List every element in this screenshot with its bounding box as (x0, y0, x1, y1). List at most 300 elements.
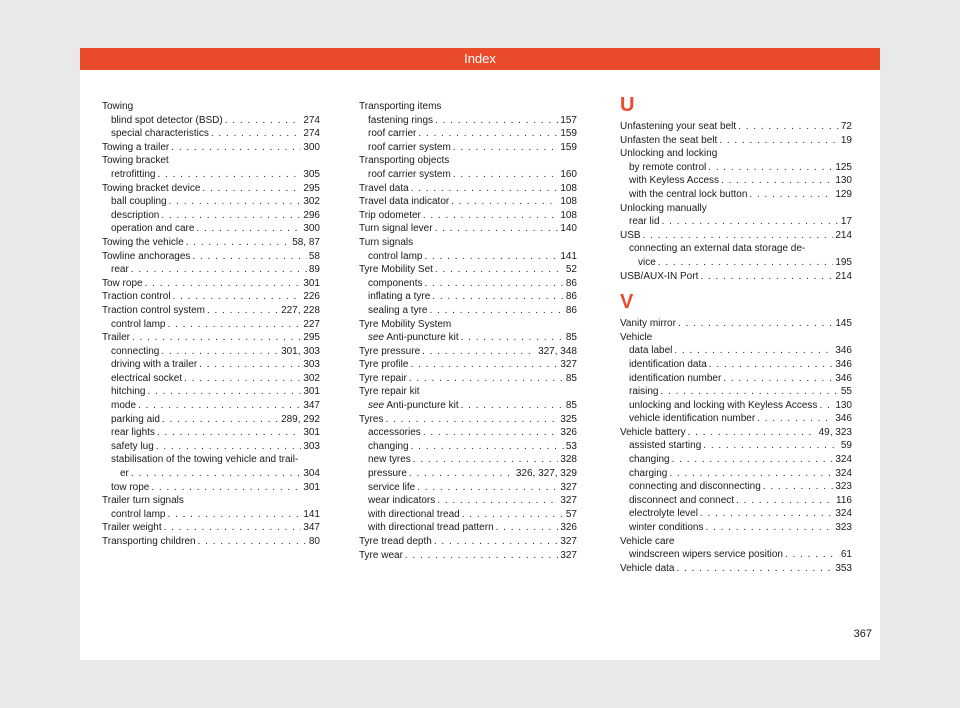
index-entry-term (368, 399, 459, 413)
index-entry-page[interactable]: 214 (835, 229, 852, 241)
index-entry[interactable] (359, 508, 577, 522)
index-entry-term: safety lug (111, 440, 154, 452)
dot-leader (432, 290, 564, 304)
index-entry[interactable] (359, 182, 577, 196)
index-entry-page[interactable]: 49, 323 (818, 426, 852, 438)
index-entry[interactable] (620, 174, 852, 188)
index-entry-term: Unfastening your seat belt (620, 121, 737, 132)
dot-leader (678, 317, 833, 331)
dot-leader (643, 229, 834, 243)
dot-leader (423, 426, 559, 440)
index-entry[interactable] (359, 127, 577, 141)
dot-leader (705, 521, 833, 535)
index-entry[interactable] (620, 215, 852, 229)
index-entry-term: rear lid (629, 216, 660, 228)
dot-leader (669, 467, 833, 481)
index-entry-term: sealing a tyre (368, 304, 428, 316)
index-entry-page[interactable]: 324 (835, 454, 852, 466)
index-entry-term: windscreen wipers service position (629, 549, 783, 561)
index-entry-term: parking aid (111, 413, 160, 425)
dot-leader (157, 168, 301, 182)
index-entry-page[interactable]: 159 (560, 141, 577, 153)
index-entry-page[interactable]: 326 (560, 427, 577, 439)
index-entry-term: Tyre wear (359, 549, 403, 561)
index-entry[interactable] (620, 399, 852, 413)
index-heading-entry: Turn signals (359, 236, 414, 248)
index-entry-term: vehicle identification number (629, 413, 756, 425)
dot-leader (719, 134, 839, 148)
index-entry-term: Tow rope (102, 277, 143, 289)
see-reference: see (368, 400, 385, 412)
index-entry-page[interactable]: 301 (303, 277, 320, 289)
index-entry-page[interactable]: 301 (303, 481, 320, 493)
index-entry-page[interactable]: 108 (560, 209, 577, 221)
index-entry[interactable] (359, 141, 577, 155)
index-entry-page[interactable]: 19 (840, 134, 852, 146)
index-entry-term: Tyre Mobility Set (359, 264, 433, 276)
index-entry-page[interactable]: 300 (303, 141, 320, 153)
dot-leader (461, 331, 564, 345)
index-entry-term: new tyres (368, 454, 411, 466)
index-entry[interactable] (102, 290, 320, 304)
index-entry[interactable] (102, 467, 320, 481)
dot-leader (688, 426, 817, 440)
index-entry[interactable] (359, 440, 577, 454)
index-entry[interactable] (359, 467, 577, 481)
index-entry-page[interactable]: 327 (560, 549, 577, 561)
index-entry-page[interactable]: 327 (560, 359, 577, 371)
dot-leader (677, 562, 834, 576)
index-entry[interactable] (620, 521, 852, 535)
dot-leader (709, 358, 833, 372)
index-entry-page[interactable]: 141 (303, 508, 320, 520)
index-entry[interactable] (102, 236, 320, 250)
dot-leader (138, 399, 301, 413)
dot-leader (763, 480, 834, 494)
index-entry-term: connecting (111, 345, 160, 357)
index-entry-term: with directional tread (368, 508, 460, 520)
index-entry-page[interactable]: 347 (303, 522, 320, 534)
index-entry-page[interactable]: 325 (560, 413, 577, 425)
index-entry[interactable] (102, 399, 320, 413)
index-entry[interactable] (102, 141, 320, 155)
index-entry[interactable] (620, 494, 852, 508)
dot-leader (453, 141, 559, 155)
index-entry-term: driving with a trailer (111, 359, 198, 371)
dot-leader (451, 195, 558, 209)
index-entry[interactable] (102, 127, 320, 141)
index-entry-term: mode (111, 400, 137, 412)
index-entry-page[interactable]: 295 (303, 332, 320, 344)
index-entry[interactable] (359, 168, 577, 182)
index-entry[interactable] (620, 467, 852, 481)
index-entry[interactable] (102, 304, 320, 318)
index-entry-term: unlocking and locking with Keyless Access (629, 399, 818, 411)
index-entry[interactable] (620, 229, 852, 243)
index-entry-term: Towing a trailer (102, 141, 170, 153)
index-column-2 (359, 100, 577, 562)
index-entry-term-text: Anti-puncture kit (386, 332, 459, 344)
dot-leader (132, 331, 301, 345)
index-entry[interactable] (620, 161, 852, 175)
index-entry[interactable] (102, 385, 320, 399)
index-entry[interactable] (102, 277, 320, 291)
index-entry-page[interactable]: 302 (303, 196, 320, 208)
index-entry-term: Unfasten the seat belt (620, 134, 718, 146)
index-entry-term: rear (111, 264, 129, 276)
index-entry[interactable] (102, 222, 320, 236)
index-entry[interactable] (102, 426, 320, 440)
index-entry-page[interactable]: 327, 348 (538, 345, 577, 357)
index-entry-page[interactable]: 108 (560, 196, 577, 208)
index-entry-page[interactable]: 274 (303, 114, 320, 126)
index-entry[interactable] (102, 209, 320, 223)
dot-leader (437, 494, 558, 508)
index-entry-page[interactable]: 328 (560, 454, 577, 466)
index-entry-term: electrical socket (111, 372, 183, 384)
index-entry-page[interactable]: 227, 228 (281, 304, 320, 316)
index-entry-page[interactable]: 108 (560, 182, 577, 194)
index-entry[interactable] (620, 372, 852, 386)
index-entry[interactable] (359, 277, 577, 291)
index-entry-page[interactable]: 195 (835, 256, 852, 268)
index-entry-term: special characteristics (111, 128, 209, 140)
index-entry[interactable] (620, 188, 852, 202)
index-entry-term: blind spot detector (BSD) (111, 114, 223, 126)
index-entry-page[interactable]: 324 (835, 508, 852, 520)
index-entry-page[interactable]: 86 (565, 304, 577, 316)
dot-leader (186, 236, 290, 250)
index-entry-page[interactable]: 116 (836, 494, 852, 506)
index-entry-page[interactable]: 326, 327, 329 (515, 468, 577, 480)
index-entry[interactable] (102, 331, 320, 345)
index-letter-heading: V (620, 291, 634, 314)
index-page (80, 48, 880, 660)
index-entry[interactable] (359, 290, 577, 304)
index-entry-page[interactable]: 129 (835, 188, 852, 200)
index-entry[interactable] (102, 114, 320, 128)
dot-leader (700, 270, 833, 284)
index-entry[interactable] (359, 195, 577, 209)
index-entry-page[interactable]: 86 (565, 291, 577, 303)
index-entry-page[interactable]: 346 (835, 413, 852, 425)
index-entry-term: retrofitting (111, 168, 156, 180)
dot-leader (658, 256, 834, 270)
index-heading-entry: Vehicle care (620, 535, 675, 547)
index-entry-page[interactable]: 301 (303, 386, 320, 398)
dot-leader (424, 250, 558, 264)
dot-leader (736, 494, 834, 508)
index-entry[interactable] (620, 256, 852, 270)
index-entry-term: er (120, 468, 129, 480)
index-entry-page[interactable]: 17 (840, 216, 852, 228)
index-entry-term: service life (368, 481, 416, 493)
index-entry-term: disconnect and connect (629, 494, 735, 506)
index-entry[interactable] (620, 317, 852, 331)
index-entry-term: description (111, 209, 160, 221)
index-entry-page[interactable]: 59 (840, 440, 852, 452)
index-entry-term: Tyre tread depth (359, 536, 432, 547)
index-heading-entry: Transporting items (359, 101, 442, 112)
index-entry-term: tow rope (111, 481, 150, 493)
index-entry-page[interactable]: 295 (303, 182, 320, 194)
index-entry-page[interactable]: 304 (303, 468, 320, 480)
index-entry[interactable] (620, 439, 852, 453)
page-number: 367 (853, 628, 872, 640)
index-entry[interactable] (102, 535, 320, 549)
dot-leader (171, 141, 301, 155)
index-entry-page[interactable]: 140 (560, 223, 577, 235)
index-entry-page[interactable]: 57 (565, 508, 577, 520)
index-entry-term: control lamp (111, 508, 166, 520)
index-entry[interactable] (102, 440, 320, 454)
index-entry-page[interactable]: 346 (835, 345, 852, 357)
dot-leader (147, 385, 301, 399)
index-entry-page[interactable]: 53 (565, 440, 577, 452)
index-entry-page[interactable]: 301 (303, 427, 320, 439)
index-entry-term: rear lights (111, 427, 155, 439)
index-entry[interactable] (359, 358, 577, 372)
index-entry-term: control lamp (368, 250, 423, 262)
dot-leader (749, 188, 833, 202)
index-entry-term: changing (368, 440, 409, 452)
index-entry-term: Transporting children (102, 536, 196, 547)
dot-leader (672, 453, 834, 467)
index-entry-page[interactable]: 303 (303, 440, 320, 452)
dot-leader (196, 222, 301, 236)
index-column-1 (102, 100, 320, 549)
index-entry-term: Travel data (359, 182, 409, 194)
index-entry-term: operation and care (111, 223, 195, 235)
index-entry-page[interactable]: 85 (565, 332, 577, 344)
index-entry-page[interactable]: 289, 292 (281, 413, 320, 425)
index-entry[interactable] (102, 358, 320, 372)
index-entry-term: data label (629, 345, 673, 357)
dot-leader (721, 174, 833, 188)
index-entry[interactable] (102, 168, 320, 182)
index-entry-page[interactable]: 85 (565, 400, 577, 412)
index-entry[interactable] (359, 345, 577, 359)
index-entry-page[interactable]: 72 (840, 121, 852, 132)
index-entry-term: wear indicators (368, 495, 436, 507)
index-entry[interactable] (359, 222, 577, 236)
index-heading-entry: Transporting objects (359, 155, 450, 167)
dot-leader (173, 290, 302, 304)
index-entry-page[interactable]: 327 (560, 536, 577, 547)
index-entry-term: Tyre profile (359, 359, 409, 371)
index-entry[interactable] (620, 548, 852, 562)
index-entry[interactable] (102, 345, 320, 359)
dot-leader (462, 508, 564, 522)
index-entry-term: Trailer (102, 332, 130, 344)
dot-leader (723, 372, 833, 386)
dot-leader (435, 263, 564, 277)
dot-leader (410, 358, 558, 372)
index-entry-page[interactable]: 86 (565, 277, 577, 289)
index-entry-page[interactable]: 125 (835, 161, 852, 173)
index-entry[interactable] (359, 535, 577, 549)
index-entry-term: Traction control (102, 291, 171, 303)
index-entry[interactable] (620, 480, 852, 494)
index-entry[interactable] (620, 344, 852, 358)
index-entry-term: control lamp (111, 318, 166, 330)
index-entry-term-text: Anti-puncture kit (386, 400, 459, 412)
dot-leader (424, 277, 563, 291)
index-entry-term: accessories (368, 427, 421, 439)
index-entry[interactable] (620, 412, 852, 426)
dot-leader (660, 385, 838, 399)
index-entry[interactable] (620, 385, 852, 399)
index-entry[interactable] (620, 562, 852, 576)
index-entry[interactable] (359, 114, 577, 128)
index-entry[interactable] (359, 304, 577, 318)
index-letter-heading: U (620, 94, 635, 116)
index-entry-page[interactable]: 160 (560, 168, 577, 180)
dot-leader (156, 440, 302, 454)
index-entry[interactable] (359, 399, 577, 413)
index-entry[interactable] (359, 250, 577, 264)
index-entry-term: Traction control system (102, 304, 205, 316)
index-entry[interactable] (102, 195, 320, 209)
index-entry-term: changing (629, 454, 670, 466)
index-entry[interactable] (102, 318, 320, 332)
index-entry-page[interactable]: 323 (835, 522, 852, 534)
index-entry[interactable] (359, 209, 577, 223)
index-entry-page[interactable]: 303 (303, 359, 320, 371)
dot-leader (131, 467, 301, 481)
dot-leader (422, 345, 536, 359)
index-entry-term: USB (620, 229, 641, 241)
index-heading-entry: Tyre Mobility System (359, 318, 452, 330)
index-entry-term: vice (638, 256, 656, 268)
dot-leader (192, 250, 306, 264)
dot-leader (184, 372, 301, 386)
index-entry-page[interactable]: 323 (835, 481, 852, 493)
index-entry-page[interactable]: 157 (560, 114, 577, 126)
index-entry-page[interactable]: 145 (835, 318, 852, 330)
dot-leader (738, 120, 839, 134)
index-entry[interactable] (102, 521, 320, 535)
dot-leader (708, 161, 833, 175)
index-entry[interactable] (620, 453, 852, 467)
dot-leader (785, 548, 839, 562)
dot-leader (453, 168, 559, 182)
index-entry-page[interactable]: 52 (565, 264, 577, 276)
index-entry[interactable] (102, 508, 320, 522)
index-entry-page[interactable]: 80 (308, 536, 320, 547)
index-entry-page[interactable]: 226 (303, 291, 320, 303)
index-entry[interactable] (359, 521, 577, 535)
index-entry-page[interactable]: 347 (303, 400, 320, 412)
index-entry-page[interactable]: 346 (835, 358, 852, 370)
index-entry-page[interactable]: 300 (303, 223, 320, 235)
index-entry[interactable] (102, 413, 320, 427)
index-entry[interactable] (102, 263, 320, 277)
index-entry[interactable] (359, 453, 577, 467)
index-entry-page[interactable]: 346 (835, 372, 852, 384)
dot-leader (496, 521, 559, 535)
index-entry-page[interactable]: 89 (308, 264, 320, 276)
index-entry-page[interactable]: 353 (835, 562, 852, 574)
index-entry-page[interactable]: 274 (303, 128, 320, 140)
index-entry-term: Vanity mirror (620, 318, 676, 330)
dot-leader (434, 535, 558, 549)
index-entry[interactable] (102, 372, 320, 386)
index-entry[interactable] (620, 270, 852, 284)
index-heading-entry: Unlocking and locking (620, 148, 718, 160)
index-entry[interactable] (102, 182, 320, 196)
index-entry-page[interactable]: 130 (835, 175, 852, 187)
index-entry-term: Turn signal lever (359, 223, 433, 235)
index-entry-term: roof carrier system (368, 168, 451, 180)
index-entry-term: roof carrier system (368, 141, 451, 153)
index-entry-page[interactable]: 159 (560, 128, 577, 140)
index-entry-page[interactable]: 327 (560, 481, 577, 493)
index-entry-page[interactable]: 327 (560, 495, 577, 507)
index-entry[interactable] (620, 120, 852, 134)
index-heading-entry: stabilisation of the towing vehicle and trail- (111, 454, 299, 466)
index-entry[interactable] (102, 250, 320, 264)
index-entry-term: with directional tread pattern (368, 522, 494, 534)
index-entry[interactable] (359, 549, 577, 563)
index-entry-page[interactable]: 302 (303, 372, 320, 384)
index-entry[interactable] (359, 263, 577, 277)
index-entry-page[interactable]: 130 (835, 399, 852, 411)
dot-leader (131, 263, 307, 277)
index-entry-page[interactable]: 58, 87 (292, 236, 320, 248)
index-entry[interactable] (359, 413, 577, 427)
index-entry-page[interactable]: 326 (560, 522, 577, 534)
dot-leader (662, 215, 839, 229)
index-entry[interactable] (359, 426, 577, 440)
index-entry-page[interactable]: 214 (835, 270, 852, 282)
index-entry[interactable] (359, 494, 577, 508)
index-entry-page[interactable]: 305 (303, 168, 320, 180)
index-entry[interactable] (620, 507, 852, 521)
index-entry-page[interactable]: 227 (303, 318, 320, 330)
index-entry[interactable] (359, 372, 577, 386)
index-heading-entry: Towing bracket (102, 155, 169, 167)
index-entry-page[interactable]: 61 (840, 549, 852, 561)
index-entry-page[interactable]: 324 (835, 467, 852, 479)
index-entry[interactable] (359, 481, 577, 495)
index-entry-page[interactable]: 85 (565, 372, 577, 384)
dot-leader (413, 453, 559, 467)
index-entry-page[interactable]: 301, 303 (281, 345, 320, 357)
index-entry-term: electrolyte level (629, 508, 698, 520)
dot-leader (411, 440, 564, 454)
dot-leader (202, 182, 301, 196)
index-entry[interactable] (102, 481, 320, 495)
dot-leader (405, 549, 558, 563)
index-entry-term: Towing bracket device (102, 182, 201, 194)
dot-leader (674, 344, 833, 358)
index-entry-page[interactable]: 296 (303, 209, 320, 221)
index-entry[interactable] (620, 358, 852, 372)
index-entry-page[interactable]: 58 (308, 250, 320, 262)
index-entry[interactable] (359, 331, 577, 345)
dot-leader (417, 481, 558, 495)
index-entry-page[interactable]: 55 (840, 386, 852, 398)
index-heading-entry: Vehicle (620, 331, 653, 343)
index-entry[interactable] (620, 134, 852, 148)
index-heading-entry: Tyre repair kit (359, 386, 420, 398)
index-entry-term: Tyres (359, 413, 384, 425)
index-column-3 (620, 94, 852, 575)
index-entry-term: components (368, 277, 423, 289)
index-entry[interactable] (620, 426, 852, 440)
index-entry-page[interactable]: 141 (560, 250, 577, 262)
